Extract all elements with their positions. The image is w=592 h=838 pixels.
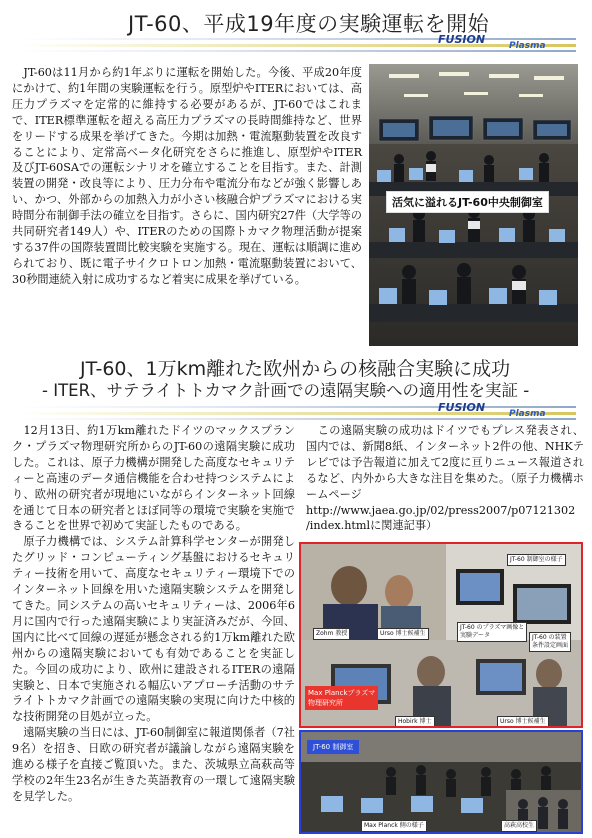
plasma-logo-text: Plasma — [509, 409, 546, 419]
jt60-frame — [299, 730, 583, 834]
label-jt60-room: JT-60 制御室の様子 — [507, 554, 566, 566]
label-takahagi: 高萩高校生 — [501, 820, 537, 832]
fusion-logo-text: FUSION — [438, 401, 486, 414]
label-max-planck-institute: Max Planckプラズマ 物理研究所 — [305, 686, 378, 710]
label-jt60-staff: JT-60 の装置 条件設定画面 — [529, 632, 571, 652]
control-room-caption: 活気に溢れるJT-60中央制御室 — [386, 191, 549, 213]
section2-title: JT-60、1万km離れた欧州からの核融合実験に成功 — [80, 358, 511, 380]
control-room-photo — [369, 64, 578, 346]
fusion-logo-text: FUSION — [438, 33, 486, 46]
section1-body: JT-60は11月から約1年ぶりに運転を開始した。今後、平成20年度にかけて、約1年間の実験運転を行う。原型炉やITERにおいては、高圧力プラズマを定常的に維持する必要があるが、JT-60ではこれまで、ITER標準運転を超える高圧力プラズマの長時間維持など、世界をリードする成果を挙げてきた。今期は加熱・電流駆動装置を改良することにより、定常高ベータ化研究をさらに推進し、原型炉やITER及びJT-60SAでの運転シナリオを確立することを目指す。また、計測装置の開発・改良等により、圧力分布や電流分布などが強く影響しあい、かつ、外部からの加熱入力が小さい核融合炉プラズマにおける実時間分布制御手法の確立を目指す。さらに、国内研究27件（大学等の共同研究者149人）や、ITERのための国際トカマク物理活動が提案する37件の国際装置間比較実験を実施する。現在、運転は順調に進められており、既に電子サイクロトロン加熱・電流駆動装置において、30秒間連続入射に成功するなど着実に成果を挙げている。 — [12, 66, 362, 286]
label-jt60-control: JT-60 制御室 — [307, 740, 359, 754]
label-urso-2: Urso 博士候補生 — [497, 716, 549, 728]
section1-fusion-bar — [16, 35, 576, 55]
label-jt60-plasma: JT-60 のプラズマ画像と 実験データ — [457, 622, 527, 642]
max-planck-frame — [299, 542, 583, 728]
section2-body-left: 12月13日、約1万km離れたドイツのマックスプランク・プラズマ物理研究所からのJT-60の遠隔実験に成功した。これは、原子力機構が開発した高度なセキュリティーと高速のデータ通信機能を合わせ持つシステムにより、欧州の研究者が現地にいながらインターネット回線を通じて日本の研究者とほぼ同等の環境で実験を実施できることを世界で初めて実証したものである。 原子力機構では、システム計算科学センターが開発したグリッド・コンピューティング基盤におけるセキュリティー技術を用いて、高度なセキュリティー環境下でのインターネット回線を用いた遠隔実験システムを開発してきた。同システムの高いセキュリティーは、2006年6月に国内で行った遠隔実験により実証済みだが、今回、国内に比べて回線の遅延が懸念される約1万km離れた欧州からの遠隔実験においても有効であることを実証した。今回の成功により、欧州に建設されるITERの遠隔実験と、日本で実施される幅広いアプローチ活動のサテライトトカマク計画での遠隔実験の実現に向けた中核的な技術開発の目処が立った。 遠隔実験の当日には、JT-60制御室に報道関係者（7社9名）を招き、日欧の研究者が議論しながら遠隔実験を進める様子を直接ご覧頂いた。また、茨城県立高萩高等学校の2年生23名が生きた英語教育の一環して遠隔実験を見学した。 — [12, 424, 295, 803]
remote-experiment-collage — [299, 542, 587, 834]
section2-body-right: この遠隔実験の成功はドイツでもプレス発表され、国内では、新聞8紙、インターネット2件の他、NHKテレビでは予告報道に加えて2度に亘りニュース報道されるなど、内外から大きな注目を集めた。（原子力機構ホームページ http://www.jaea.go.jp/02/press2007/p07121302 /index.htmlに関連記事） — [306, 424, 584, 533]
plasma-logo-text: Plasma — [509, 41, 546, 51]
label-hobirk: Hobirk 博士 — [395, 716, 435, 728]
section2-fusion-bar — [16, 403, 576, 423]
section2-subtitle: - ITER、サテライトトカマク計画での遠隔実験への適用性を実証 - — [42, 381, 530, 400]
section1-title: JT-60、平成19年度の実験運転を開始 — [128, 12, 490, 36]
label-max-planck-view: Max Planck 側の様子 — [361, 820, 427, 832]
label-zohm: Zohm 教授 — [313, 628, 350, 640]
label-urso-1: Urso 博士候補生 — [377, 628, 429, 640]
